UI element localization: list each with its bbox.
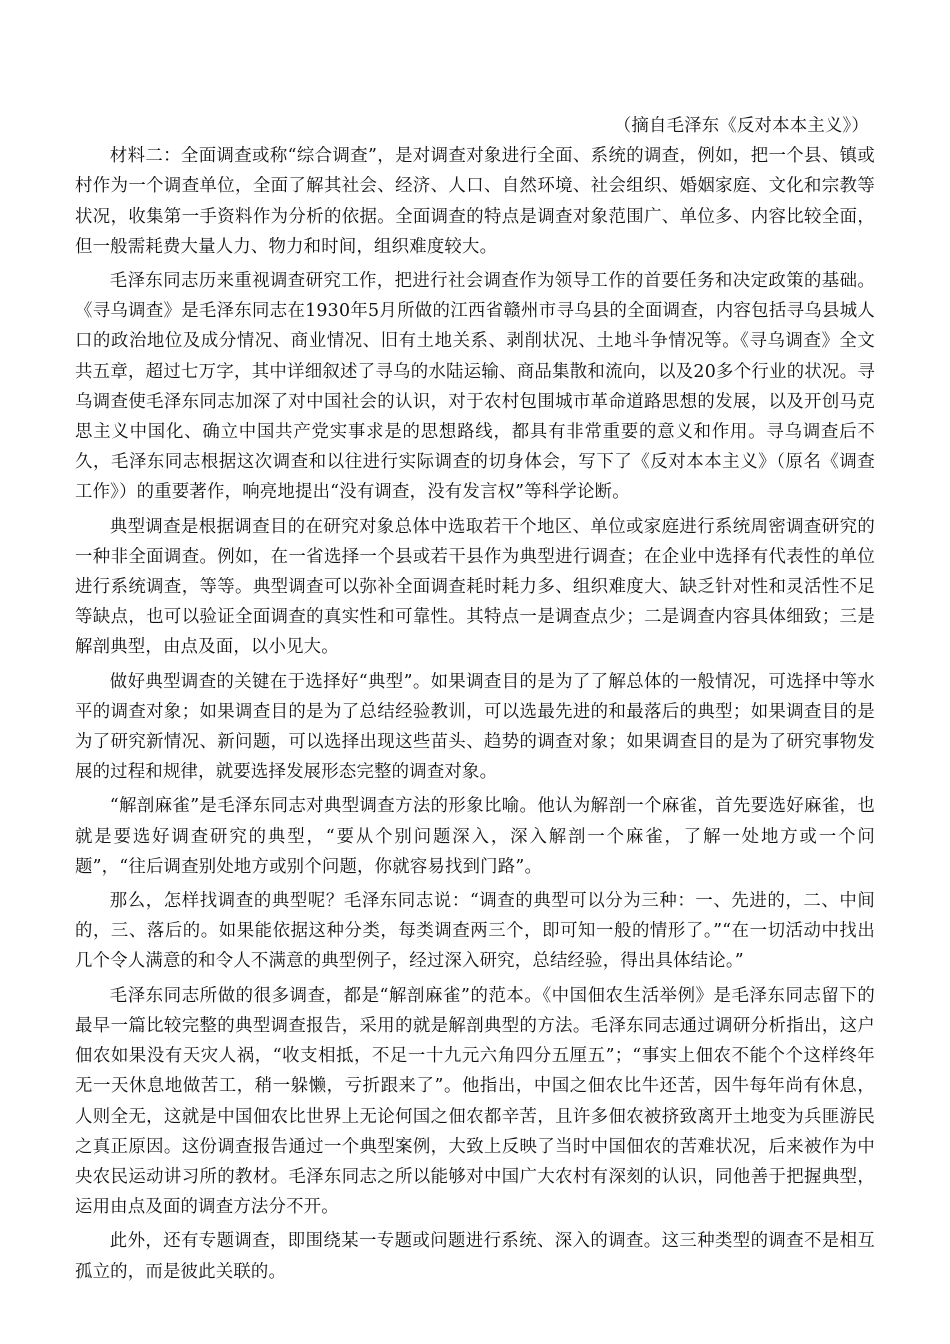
paragraph-xunwu-survey: 毛泽东同志历来重视调查研究工作，把进行社会调查作为领导工作的首要任务和决定政策的基础。《寻乌调查》是毛泽东同志在1930年5月所做的江西省赣州市寻乌县的全面调查，内容包括寻乌县城人口的政治地位及成分情况、商业情况、旧有土地关系、剥削状况、土地斗争情况等。《寻乌调查》全文共五章，超过七万字，其中详细叙述了寻乌的水陆运输、商品集散和流向，以及20多个行业的状况。寻乌调查使毛泽东同志加深了对中国社会的认识，对于农村包围城市革命道路思想的发展，以及开创马克思主义中国化、确立中国共产党实事求是的思想路线，都具有非常重要的意义和作用。寻乌调查后不久，毛泽东同志根据这次调查和以往进行实际调查的切身体会，写下了《反对本本主义》（原名《调查工作》）的重要著作，响亮地提出“没有调查，没有发言权”等科学论断。 [75,271,875,503]
paragraph-typical-survey: 典型调查是根据调查目的在研究对象总体中选取若干个地区、单位或家庭进行系统周密调查研究的一种非全面调查。例如，在一省选择一个县或若干县作为典型进行调查；在企业中选择有代表性的单位进行系统调查，等等。典型调查可以弥补全面调查耗时耗力多、组织难度大、缺乏针对性和灵活性不足等缺点，也可以验证全面调查的真实性和可靠性。其特点一是调查点少；二是调查内容具体细致；三是解剖典型，由点及面，以小见大。 [75,516,875,658]
source-citation: （摘自毛泽东《反对本本主义》） [613,116,869,136]
paragraph-special-survey: 此外，还有专题调查，即围绕某一专题或问题进行系统、深入的调查。这三种类型的调查不是相互孤立的，而是彼此关联的。 [75,1231,875,1282]
paragraph-tenant-farmer-report: 毛泽东同志所做的很多调查，都是“解剖麻雀”的范本。《中国佃农生活举例》是毛泽东同志留下的最早一篇比较完整的典型调查报告，采用的就是解剖典型的方法。毛泽东同志通过调研分析指出，这户佃农如果没有天灾人祸，“收支相抵，不足一十九元六角四分五厘五”；“事实上佃农不能个个这样终年无一天休息地做苦工，稍一躲懒，亏折跟来了”。他指出，中国之佃农比牛还苦，因牛每年尚有休息，人则全无，这就是中国佃农比世界上无论何国之佃农都辛苦，且许多佃农被挤致离开土地变为兵匪游民之真正原因。这份调查报告通过一个典型案例，大致上反映了当时中国佃农的苦难状况，后来被作为中央农民运动讲习所的教材。毛泽东同志之所以能够对中国广大农村有深刻的认识，同他善于把握典型，运用由点及面的调查方法分不开。 [75,985,875,1218]
paragraph-three-types: 那么，怎样找调查的典型呢？毛泽东同志说：“调查的典型可以分为三种：一、先进的，二、中间的，三、落后的。如果能依据这种分类，每类调查两三个，即可知一般的情形了。”“在一切活动中找出几个令人满意的和令人不满意的典型例子，经过深入研究，总结经验，得出具体结论。” [75,891,875,972]
paragraph-choosing-typical: 做好典型调查的关键在于选择好“典型”。如果调查目的是为了了解总体的一般情况，可选择中等水平的调查对象；如果调查目的是为了总结经验教训，可以选最先进的和最落后的典型；如果调查目的是为了研究新情况、新问题，可以选择出现这些苗头、趋势的调查对象；如果调查目的是为了研究事物发展的过程和规律，就要选择发展形态完整的调查对象。 [75,671,875,783]
paragraph-dissect-sparrow: “解剖麻雀”是毛泽东同志对典型调查方法的形象比喻。他认为解剖一个麻雀，首先要选好麻雀，也就是要选好调查研究的典型，“要从个别问题深入，深入解剖一个麻雀，了解一处地方或一个问题”，“往后调查别处地方或别个问题，你就容易找到门路”。 [75,796,875,877]
document-body [75,111,875,1291]
paragraph-material-two: 材料二：全面调查或称“综合调查”，是对调查对象进行全面、系统的调查，例如，把一个县、镇或村作为一个调查单位，全面了解其社会、经济、人口、自然环境、社会组织、婚姻家庭、文化和宗教等状况，收集第一手资料作为分析的依据。全面调查的特点是调查对象范围广、单位多、内容比较全面，但一般需耗费大量人力、物力和时间，组织难度较大。 [75,146,875,257]
